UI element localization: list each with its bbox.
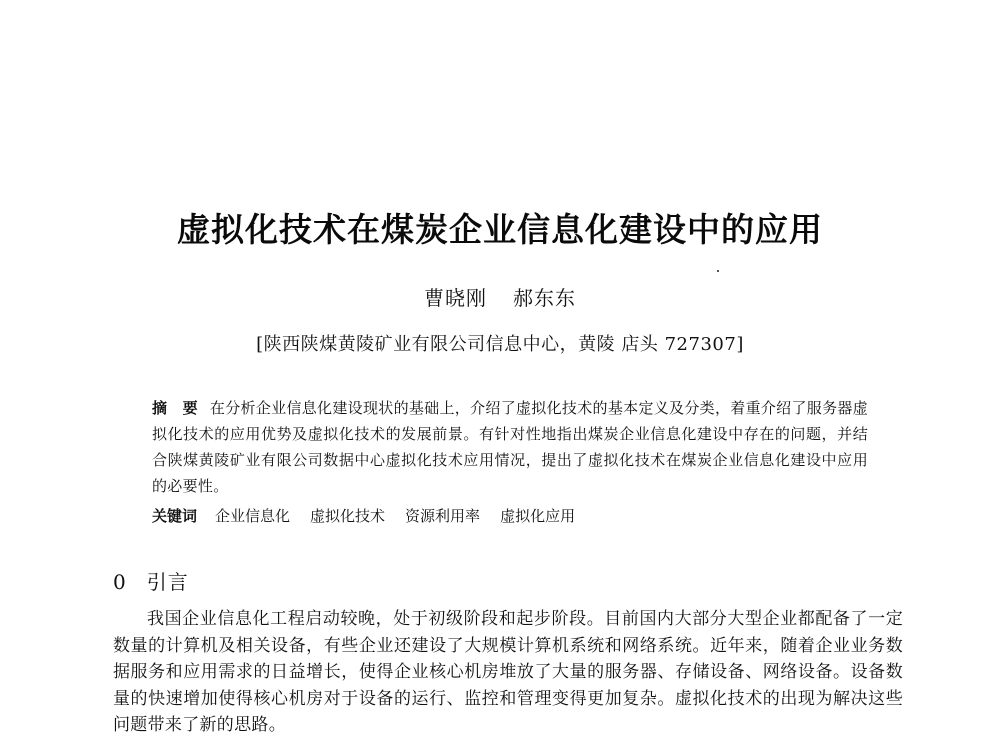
abstract-label: 摘 要: [152, 399, 198, 417]
author-list: [0, 282, 1000, 311]
affiliation: [陕西陕煤黄陵矿业有限公司信息中心，黄陵 店头 727307]: [256, 334, 744, 355]
body-paragraph: 我国企业信息化工程启动较晚，处于初级阶段和起步阶段。目前国内大部分大型企业都配备了一定数量的计算机及相关设备，有些企业还建设了大规模计算机系统和网络系统。近年来，随着企业业务数据服务和应用需求的日益增长，使得企业核心机房堆放了大量的服务器、存储设备、网络设备。设备数量的快速增加使得核心机房对于设备的运行、监控和管理变得更加复杂。虚拟化技术的出现为解决这些问题带来了新的思路。: [113, 609, 903, 735]
keyword: 虚拟化技术: [310, 507, 386, 525]
keyword: 资源利用率: [405, 507, 481, 525]
keyword: 虚拟化应用: [500, 507, 576, 525]
abstract-text: 在分析企业信息化建设现状的基础上，介绍了虚拟化技术的基本定义及分类，着重介绍了服务器虚拟化技术的应用优势及虚拟化技术的发展前景。有针对性地指出煤炭企业信息化建设中存在的问题，并结合陕煤黄陵矿业有限公司数据中心虚拟化技术应用情况，提出了虚拟化技术在煤炭企业信息化建设中应用的必要性。: [152, 399, 869, 495]
paper-title: 虚拟化技术在煤炭企业信息化建设中的应用: [177, 210, 823, 249]
abstract: [152, 395, 868, 499]
author-name: 曹晓刚: [424, 286, 487, 310]
keyword: 企业信息化: [215, 507, 291, 525]
keywords-label: 关键词: [152, 507, 198, 525]
keywords: [152, 503, 868, 529]
author-name: 郝东东: [513, 286, 576, 310]
scan-speck: [717, 270, 719, 272]
section-number: 0: [113, 570, 127, 594]
section-title: 引言: [146, 570, 189, 594]
section-heading: [113, 566, 189, 595]
